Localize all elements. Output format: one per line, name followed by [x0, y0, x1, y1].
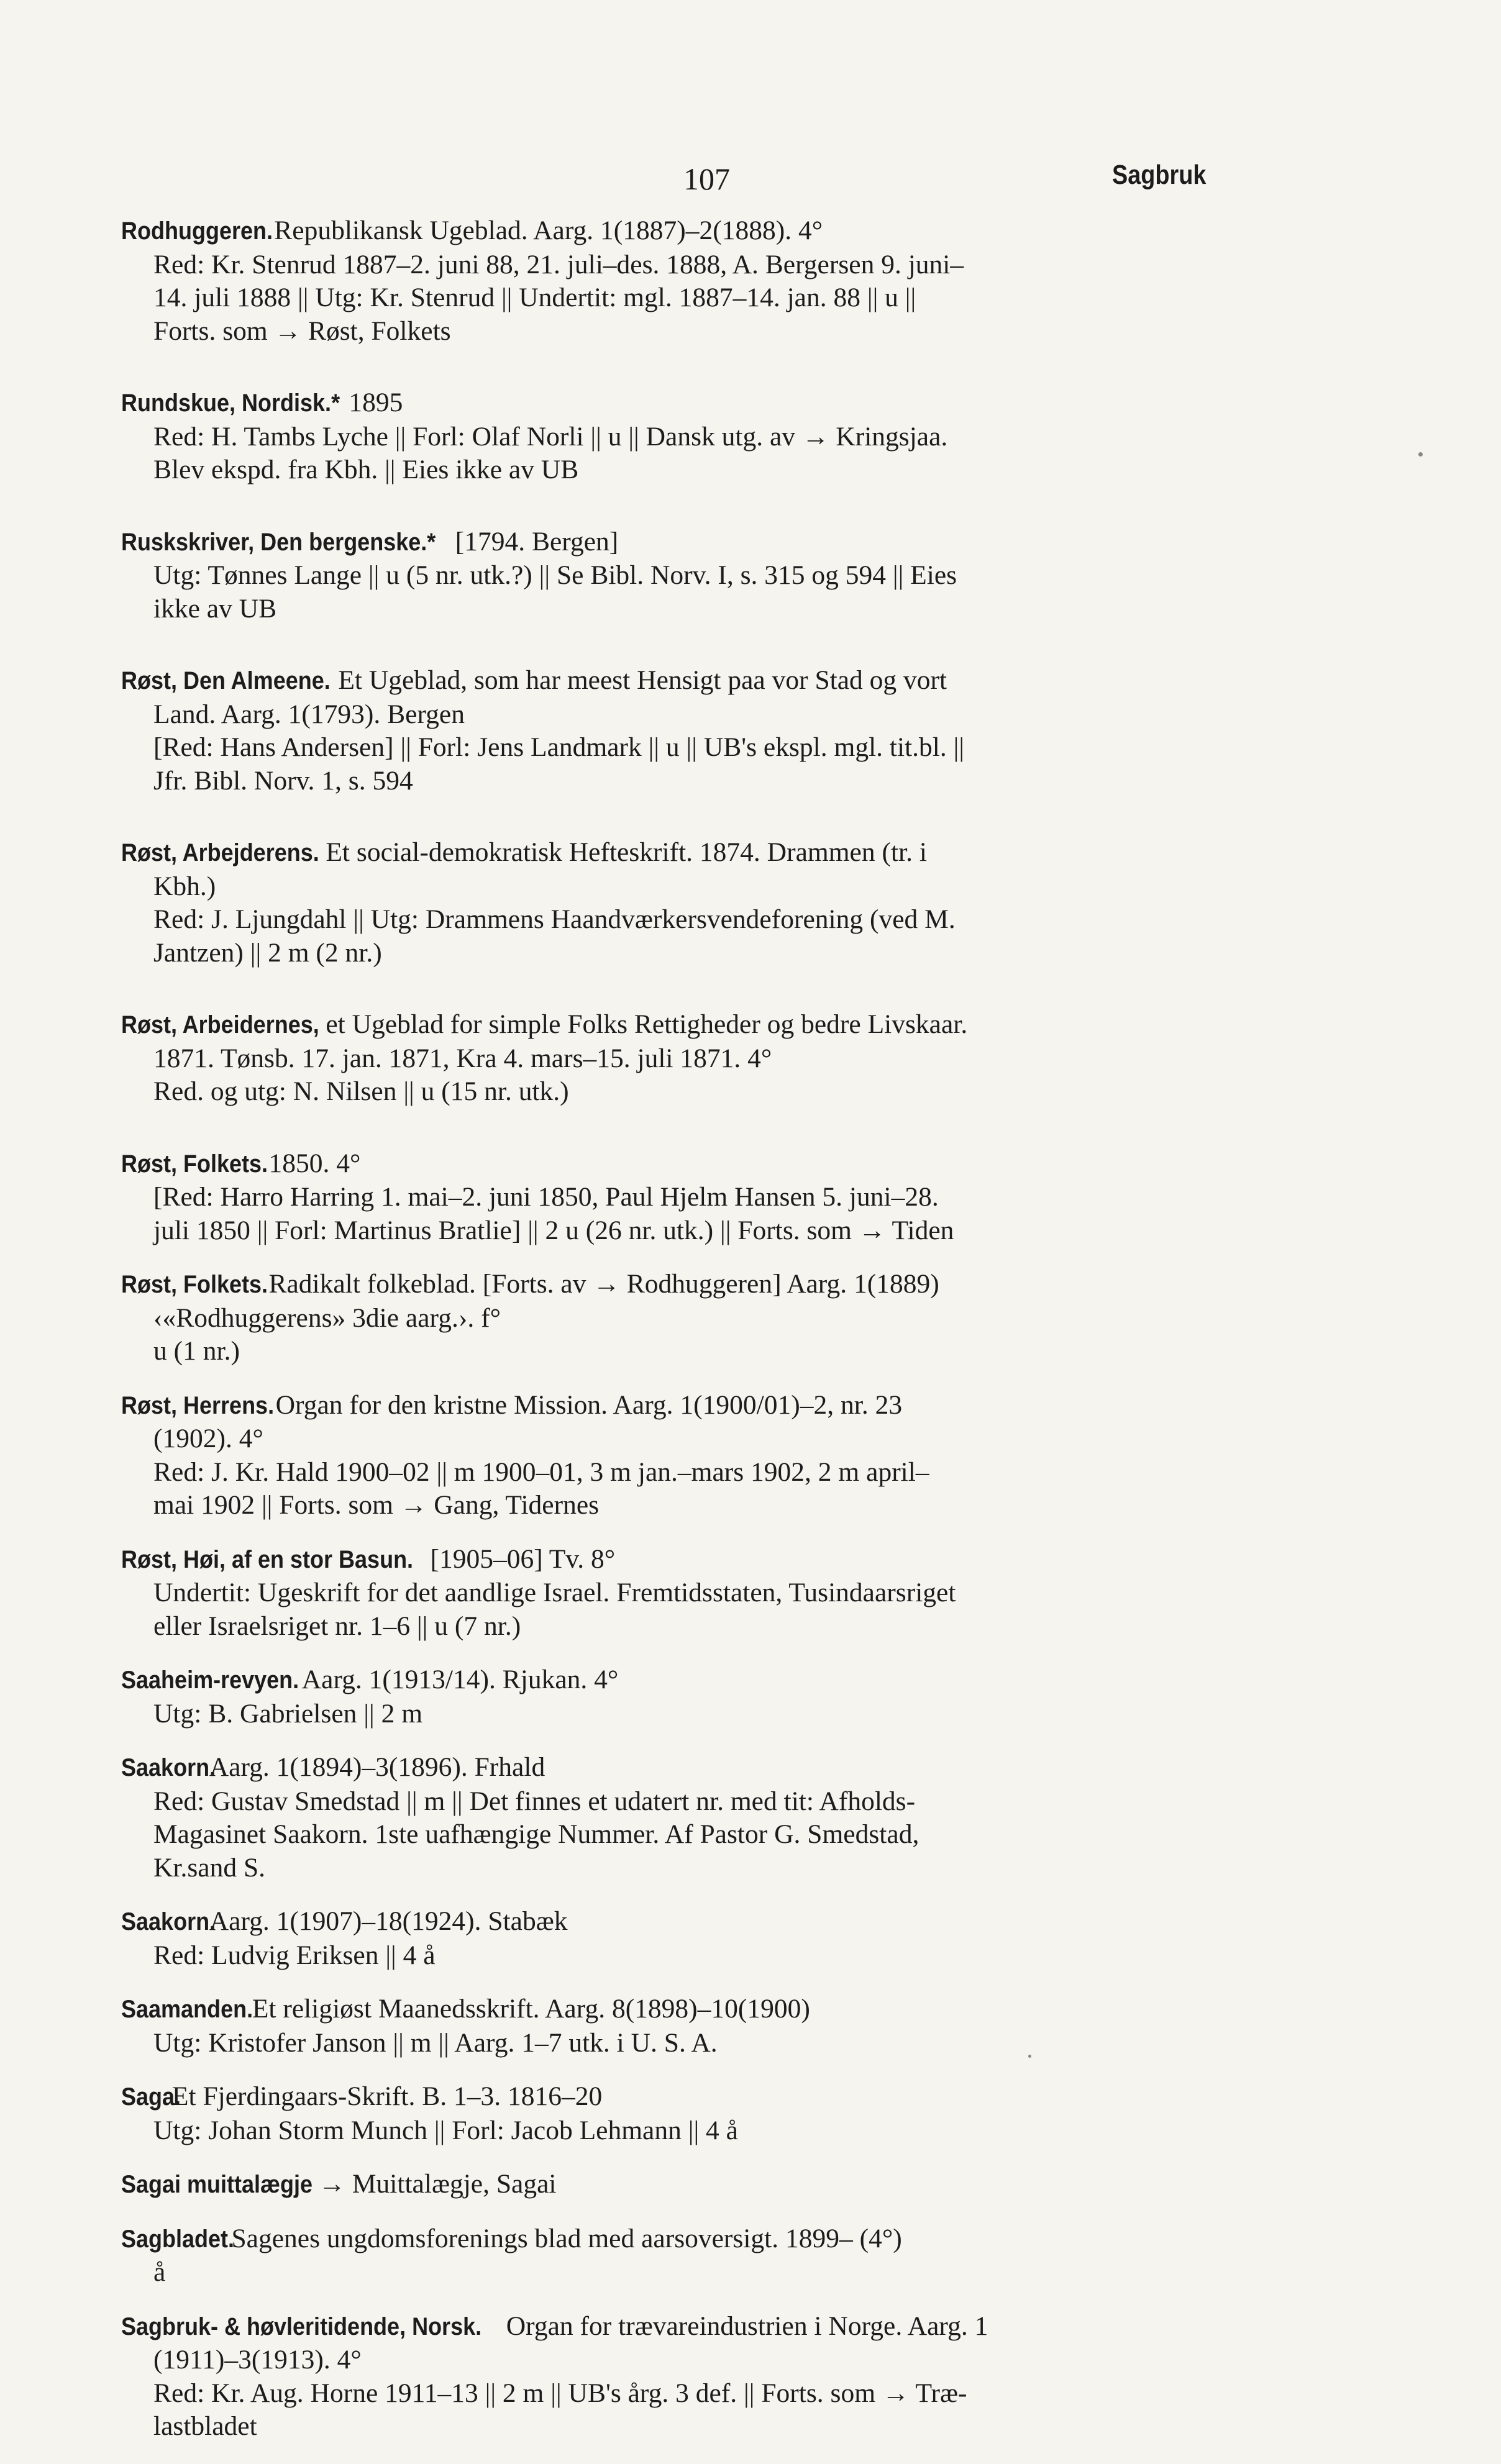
entry-line: Republikansk Ugeblad. Aarg. 1(1887)–2(1888). 4° [274, 216, 823, 245]
entry-line: Red: J. Kr. Hald 1900–02 || m 1900–01, 3 m jan.–mars 1902, 2 m april– [153, 1457, 929, 1487]
catalog-entry [121, 1905, 1230, 1972]
entry-line: 1871. Tønsb. 17. jan. 1871, Kra 4. mars–15. juli 1871. 4° [153, 1043, 772, 1073]
running-head: Sagbruk [1112, 160, 1207, 190]
entry-heading: Saaheim-revyen. [121, 1666, 299, 1694]
entry-heading: Ruskskriver, Den bergenske.* [121, 528, 436, 556]
entry-line: Aarg. 1(1907)–18(1924). Stabæk [209, 1906, 568, 1936]
catalog-entry [121, 386, 1230, 487]
entry-line: [1905–06] Tv. 8° [430, 1543, 616, 1574]
entry-line: Et religiøst Maanedsskrift. Aarg. 8(1898)–10(1900) [252, 1994, 810, 2024]
entry-line: å [153, 2257, 166, 2287]
entry-line: Red: J. Ljungdahl || Utg: Drammens Haandværkersvendeforening (ved M. [153, 904, 956, 934]
entry-line: (1911)–3(1913). 4° [153, 2345, 362, 2375]
entry-line: Et Ugeblad, som har meest Hensigt paa vor Stad og vort [338, 665, 947, 695]
entry-line: Jantzen) || 2 m (2 nr.) [153, 937, 382, 968]
entry-line: ‹«Rodhuggerens» 3die aarg.›. f° [153, 1302, 501, 1333]
catalog-entry [121, 836, 1230, 970]
entry-list [121, 214, 1230, 2464]
entry-heading: Røst, Herrens. [121, 1391, 275, 1419]
entry-line: Aarg. 1(1913/14). Rjukan. 4° [301, 1665, 619, 1694]
entry-heading: Røst, Folkets. [121, 1150, 268, 1178]
entry-line: Red: H. Tambs Lyche || Forl: Olaf Norli || u || Dansk utg. av → Kringsjaa. [153, 421, 948, 452]
entry-line: Land. Aarg. 1(1793). Bergen [153, 699, 465, 729]
entry-line: et Ugeblad for simple Folks Rettigheder og bedre Livskaar. [326, 1009, 968, 1039]
catalog-entry [121, 1663, 1230, 1730]
page-number: 107 [683, 161, 730, 196]
catalog-entry [121, 1543, 1230, 1643]
entry-heading: Røst, Folkets. [121, 1271, 268, 1298]
entry-line: 14. juli 1888 || Utg: Kr. Stenrud || Undertit: mgl. 1887–14. jan. 88 || u || [153, 283, 916, 312]
entry-heading: Røst, Høi, af en stor Basun. [121, 1545, 414, 1573]
paper-speck [1418, 452, 1423, 457]
entry-line: Jfr. Bibl. Norv. 1, s. 594 [153, 765, 413, 796]
entry-heading: Sagbruk- & høvleritidende, Norsk. [121, 2312, 482, 2340]
entry-line: Red: Gustav Smedstad || m || Det finnes et udatert nr. med tit: Afholds- [153, 1786, 916, 1816]
entry-line: Organ for den kristne Mission. Aarg. 1(1900/01)–2, nr. 23 [275, 1389, 903, 1420]
entry-heading: Saakorn. [121, 1754, 216, 1781]
entry-line: Kr.sand S. [153, 1852, 266, 1883]
catalog-entry [121, 1268, 1230, 1368]
entry-line: Utg: Johan Storm Munch || Forl: Jacob Lehmann || 4 å [153, 2115, 738, 2145]
catalog-entry [121, 2222, 1230, 2289]
entry-line: (1902). 4° [153, 1424, 263, 1453]
entry-line: juli 1850 || Forl: Martinus Bratlie] || 2 u (26 nr. utk.) || Forts. som → Tiden [153, 1215, 954, 1245]
catalog-entry [121, 1751, 1230, 1884]
entry-heading: Saga. [121, 2083, 181, 2111]
entry-line: 1850. 4° [268, 1148, 361, 1178]
entry-line: Radikalt folkeblad. [Forts. av → Rodhuggeren] Aarg. 1(1889) [268, 1269, 939, 1299]
entry-line: eller Israelsriget nr. 1–6 || u (7 nr.) [153, 1611, 521, 1641]
entry-line: [Red: Hans Andersen] || Forl: Jens Landmark || u || UB's ekspl. mgl. tit.bl. || [153, 732, 965, 762]
entry-heading: Røst, Arbeidernes, [121, 1011, 319, 1039]
catalog-entry [121, 2080, 1230, 2147]
entry-line: lastbladet [153, 2411, 257, 2441]
entry-line: Red: Kr. Stenrud 1887–2. juni 88, 21. juli–des. 1888, A. Bergersen 9. juni– [153, 249, 964, 280]
entry-heading: Rodhuggeren. [121, 217, 273, 245]
entry-heading: Rundskue, Nordisk.* [121, 389, 340, 417]
entry-heading: Sagai muittalægje [121, 2171, 313, 2198]
catalog-entry [121, 2168, 1230, 2202]
catalog-entry [121, 214, 1230, 348]
catalog-entry [121, 2310, 1230, 2444]
catalog-entry [121, 1993, 1230, 2060]
entry-heading: Saamanden. [121, 1996, 253, 2023]
entry-line: Sagenes ungdomsforenings blad med aarsoversigt. 1899– (4°) [231, 2223, 902, 2253]
entry-line: Red: Ludvig Eriksen || 4 å [153, 1940, 436, 1970]
entry-heading: Røst, Arbejderens. [121, 839, 319, 866]
entry-line: Utg: Tønnes Lange || u (5 nr. utk.?) || Se Bibl. Norv. I, s. 315 og 594 || Eies [153, 560, 957, 590]
entry-heading: Sagbladet. [121, 2225, 235, 2253]
entry-line: Red: Kr. Aug. Horne 1911–13 || 2 m || UB's årg. 3 def. || Forts. som → Træ- [153, 2378, 967, 2408]
catalog-entry [121, 1389, 1230, 1522]
entry-line: Blev ekspd. fra Kbh. || Eies ikke av UB [153, 455, 579, 484]
catalog-entry [121, 1147, 1230, 1248]
entry-line: Red. og utg: N. Nilsen || u (15 nr. utk.) [153, 1076, 569, 1106]
entry-line: Et Fjerdingaars-Skrift. B. 1–3. 1816–20 [171, 2081, 603, 2111]
entry-line: 1895 [349, 388, 403, 417]
entry-line: Aarg. 1(1894)–3(1896). Frhald [209, 1752, 545, 1782]
entry-line: Undertit: Ugeskrift for det aandlige Israel. Fremtidsstaten, Tusindaarsriget [153, 1578, 956, 1607]
entry-line: Forts. som → Røst, Folkets [153, 316, 451, 346]
entry-heading: Røst, Den Almeene. [121, 667, 331, 694]
entry-line: Utg: B. Gabrielsen || 2 m [153, 1698, 423, 1729]
entry-line: ikke av UB [153, 593, 277, 624]
entry-line: Utg: Kristofer Janson || m || Aarg. 1–7 utk. i U. S. A. [153, 2027, 718, 2058]
catalog-entry [121, 664, 1230, 798]
entry-line: Kbh.) [153, 871, 216, 901]
entry-line: → Muittalægje, Sagai [318, 2169, 557, 2199]
entry-line: [Red: Harro Harring 1. mai–2. juni 1850, Paul Hjelm Hansen 5. juni–28. [153, 1182, 939, 1212]
entry-line: Organ for trævareindustrien i Norge. Aarg. 1 [506, 2311, 988, 2341]
entry-heading: Saakorn. [121, 1908, 216, 1935]
entry-line: Magasinet Saakorn. 1ste uafhængige Nummer. Af Pastor G. Smedstad, [153, 1819, 919, 1849]
entry-line: u (1 nr.) [153, 1336, 240, 1366]
entry-line: mai 1902 || Forts. som → Gang, Tidernes [153, 1490, 600, 1520]
entry-line: Et social-demokratisk Hefteskrift. 1874. Drammen (tr. i [326, 837, 927, 867]
entry-line: [1794. Bergen] [455, 526, 619, 557]
catalog-entry [121, 525, 1230, 626]
paper-speck [1028, 2055, 1031, 2058]
catalog-entry [121, 1008, 1230, 1109]
